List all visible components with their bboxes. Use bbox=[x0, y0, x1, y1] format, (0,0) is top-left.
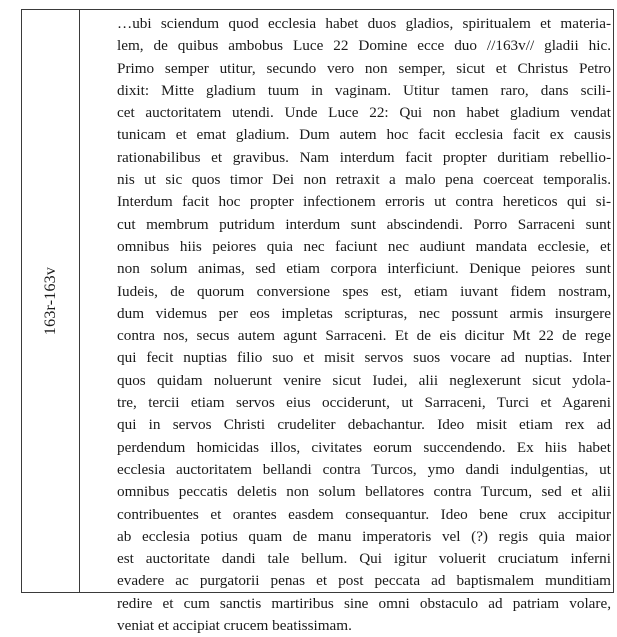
passage-line: contribuentes et orantes easdem consequantur. Ideo bene crux accipitur bbox=[117, 505, 611, 523]
document-table bbox=[21, 9, 614, 635]
passage-line: veniat et accipiat crucem beatissimam. bbox=[117, 617, 352, 635]
passage-line: non solum animas, sed etiam corpora interficiunt. Denique peiores sunt bbox=[117, 260, 611, 278]
passage-line: Interdum facit hoc propter infectionem erroris ut contra hereticos qui si- bbox=[117, 193, 611, 211]
passage-line: rationabilibus et gravibus. Nam interdum facit propter duritiam rebellio- bbox=[117, 148, 611, 166]
passage-line: evadere ac purgatorii penas et post peccata ad baptismalem munditiam bbox=[117, 572, 611, 590]
passage-line: cet auctoritatem utendi. Unde Luce 22: Qui non habet gladium vendat bbox=[117, 104, 611, 122]
passage-line: dixit: Mitte gladium tuum in vaginam. Utitur tamen raro, dans scili- bbox=[117, 81, 611, 99]
passage-line: …ubi sciendum quod ecclesia habet duos gladios, spiritualem et materia- bbox=[117, 15, 611, 32]
passage-line: Primo semper utitur, secundo vero non semper, sicut et Christus Petro bbox=[117, 59, 611, 77]
passage-line: quos quidam noluerunt venire sicut Iudei, alii neglexerunt sicut ydola- bbox=[117, 371, 611, 389]
passage-line: redire et cum sanctis martiribus sine omni obstaculo ad patriam volare, bbox=[117, 594, 611, 612]
latin-passage bbox=[80, 10, 613, 635]
passage-line: qui fecit nuptias filio suo et misit servos suos vocare ad nuptias. Inter bbox=[117, 349, 611, 367]
folio-reference: 163r-163v bbox=[41, 266, 59, 336]
passage-line: est auctoritate dandi tale bellum. Qui igitur voluerit cruciatum inferni bbox=[117, 550, 611, 568]
passage-line: omnibus peccatis deletis non solum bellatores contra Turcum, sed et alii bbox=[117, 483, 611, 501]
passage-line: tunicam et emat gladium. Dum autem hoc facit ecclesia facit ex causis bbox=[117, 126, 611, 144]
passage-line: nis ut sic quos timor Dei non retraxit a malo pena coerceat temporalis. bbox=[117, 171, 611, 189]
passage-line: perdendum homicidas illos, civitates eorum succendendo. Ex hiis habet bbox=[117, 438, 611, 456]
passage-line: dum videmus per eos impletas scripturas, nec possunt armis insurgere bbox=[117, 304, 611, 322]
passage-line: omnibus hiis peiores quia nec faciunt nec audiunt mandata ecclesie, et bbox=[117, 237, 611, 255]
passage-line: Iudeis, de quorum conversione spes est, etiam iuvant fidem nostram, bbox=[117, 282, 611, 300]
passage-line: lem, de quibus ambobus Luce 22 Domine ecce duo //163v// gladii hic. bbox=[117, 37, 611, 55]
passage-line: ab ecclesia potius quam de manu imperatoris vel (?) regis quia maior bbox=[117, 527, 611, 545]
folio-cell bbox=[22, 10, 80, 592]
passage-line: ecclesia auctoritatem bellandi contra Turcos, ymo dandi indulgentias, ut bbox=[117, 460, 611, 478]
passage-line: qui in servos Christi crudeliter debachantur. Ideo misit etiam rex ad bbox=[117, 416, 611, 434]
passage-line: tre, tercii etiam servos eius occiderunt, ut Sarraceni, Turci et Agareni bbox=[117, 394, 611, 412]
passage-line: cut membrum putridum interdum sunt abscindendi. Porro Sarraceni sunt bbox=[117, 215, 611, 233]
passage-line: contra nos, secus autem agunt Sarraceni. Et de eis dicitur Mt 22 de rege bbox=[117, 327, 611, 345]
